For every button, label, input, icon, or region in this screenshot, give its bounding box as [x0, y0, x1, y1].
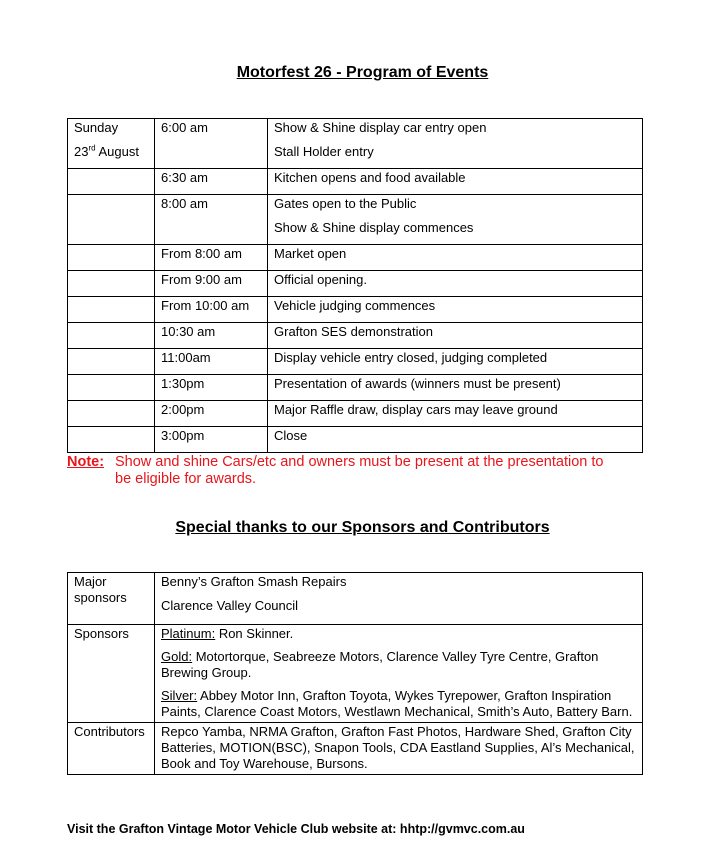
- major-sponsor-item: Clarence Valley Council: [161, 598, 299, 613]
- program-time: From 9:00 am: [155, 271, 268, 297]
- program-event-line: Show & Shine display car entry open: [274, 120, 487, 135]
- program-event: [268, 297, 643, 323]
- major-sponsors-row: [68, 573, 643, 625]
- program-time: 2:00pm: [155, 401, 268, 427]
- sponsors-label: Sponsors: [68, 625, 155, 723]
- major-label-line1: Major: [74, 574, 107, 589]
- program-row: [68, 119, 643, 169]
- program-row: [68, 375, 643, 401]
- program-day: Sunday: [74, 120, 119, 135]
- program-time: 8:00 am: [155, 195, 268, 245]
- program-day-cell: [68, 271, 155, 297]
- program-event-line: Grafton SES demonstration: [274, 324, 433, 339]
- program-event: [268, 375, 643, 401]
- sponsors-title-text: Special thanks to our Sponsors and Contributors: [175, 519, 550, 536]
- program-event-line: Vehicle judging commences: [274, 298, 436, 313]
- program-time: 10:30 am: [155, 323, 268, 349]
- program-table: [67, 118, 643, 453]
- program-event-line: Market open: [274, 246, 347, 261]
- silver-text: Abbey Motor Inn, Grafton Toyota, Wykes Tyrepower, Grafton Inspiration Paints, Clarence Coast Motors, Westlawn Mechanical, Smith’s Auto, Battery Barn.: [161, 688, 633, 719]
- program-event: [268, 245, 643, 271]
- program-table-body: [68, 119, 643, 453]
- major-sponsors-list: [155, 573, 643, 625]
- program-row: [68, 245, 643, 271]
- contributors-row: [68, 723, 643, 775]
- sponsors-row: [68, 625, 643, 723]
- gold-tier: [161, 649, 636, 681]
- program-date: 23rd August: [74, 143, 139, 159]
- program-row: [68, 195, 643, 245]
- program-event-line: Major Raffle draw, display cars may leave ground: [274, 402, 558, 417]
- program-row: [68, 323, 643, 349]
- note: [67, 454, 667, 488]
- platinum-text: Ron Skinner.: [215, 626, 294, 641]
- program-day-cell: [68, 323, 155, 349]
- program-day-cell: [68, 169, 155, 195]
- program-time: 11:00am: [155, 349, 268, 375]
- program-event-line: Close: [274, 428, 308, 443]
- program-event-line: Display vehicle entry closed, judging completed: [274, 350, 548, 365]
- program-event-line: Show & Shine display commences: [274, 220, 474, 235]
- program-row: [68, 297, 643, 323]
- sponsors-title: [0, 519, 725, 537]
- program-time: From 8:00 am: [155, 245, 268, 271]
- program-row: [68, 271, 643, 297]
- program-day-cell: [68, 195, 155, 245]
- note-text-line1: Show and shine Cars/etc and owners must be present at the presentation to: [115, 454, 604, 470]
- contributors-label: Contributors: [68, 723, 155, 775]
- major-label-line2: sponsors: [74, 590, 127, 605]
- program-day-cell: [68, 401, 155, 427]
- major-sponsors-label: [68, 573, 155, 625]
- program-time: 6:00 am: [155, 119, 268, 169]
- gold-text: Motortorque, Seabreeze Motors, Clarence Valley Tyre Centre, Grafton Brewing Group.: [161, 649, 599, 680]
- contributors-text: Repco Yamba, NRMA Grafton, Grafton Fast Photos, Hardware Shed, Grafton City Batteries, MOTION(BSC), Snapon Tools, CDA Eastland Supplies, Al’s Mechanical, Book and Toy Warehouse, Bursons.: [155, 723, 643, 775]
- gold-label: Gold:: [161, 649, 193, 664]
- program-event: [268, 323, 643, 349]
- note-text-line2: be eligible for awards.: [115, 471, 257, 487]
- program-event: [268, 401, 643, 427]
- program-day-cell: [68, 427, 155, 453]
- sponsors-tiers: [155, 625, 643, 723]
- program-row: [68, 401, 643, 427]
- program-time: 6:30 am: [155, 169, 268, 195]
- program-time: From 10:00 am: [155, 297, 268, 323]
- program-event: [268, 119, 643, 169]
- program-row: [68, 427, 643, 453]
- footer-text: Visit the Grafton Vintage Motor Vehicle Club website at: hhtp://gvmvc.com.au: [67, 822, 525, 836]
- program-day-cell: [68, 297, 155, 323]
- program-time: 1:30pm: [155, 375, 268, 401]
- program-day-cell: [68, 349, 155, 375]
- program-day-cell: [68, 375, 155, 401]
- page-title-text: Motorfest 26 - Program of Events: [236, 64, 489, 81]
- program-day-cell: [68, 119, 155, 169]
- note-label: Note:: [67, 454, 105, 470]
- program-event-line: Kitchen opens and food available: [274, 170, 466, 185]
- platinum-label: Platinum:: [161, 626, 216, 641]
- program-event: [268, 427, 643, 453]
- program-row: [68, 349, 643, 375]
- program-event-line: Stall Holder entry: [274, 144, 374, 159]
- program-event-line: Presentation of awards (winners must be present): [274, 376, 561, 391]
- program-event: [268, 169, 643, 195]
- major-sponsor-item: Benny’s Grafton Smash Repairs: [161, 574, 347, 589]
- program-time: 3:00pm: [155, 427, 268, 453]
- program-event-line: Gates open to the Public: [274, 196, 417, 211]
- program-event: [268, 195, 643, 245]
- platinum-tier: [161, 626, 636, 642]
- program-event-line: Official opening.: [274, 272, 367, 287]
- sponsors-table: [67, 572, 643, 775]
- silver-label: Silver:: [161, 688, 198, 703]
- program-day-cell: [68, 245, 155, 271]
- silver-tier: [161, 688, 636, 720]
- program-event: [268, 349, 643, 375]
- program-event: [268, 271, 643, 297]
- page-title: [0, 64, 725, 82]
- program-row: [68, 169, 643, 195]
